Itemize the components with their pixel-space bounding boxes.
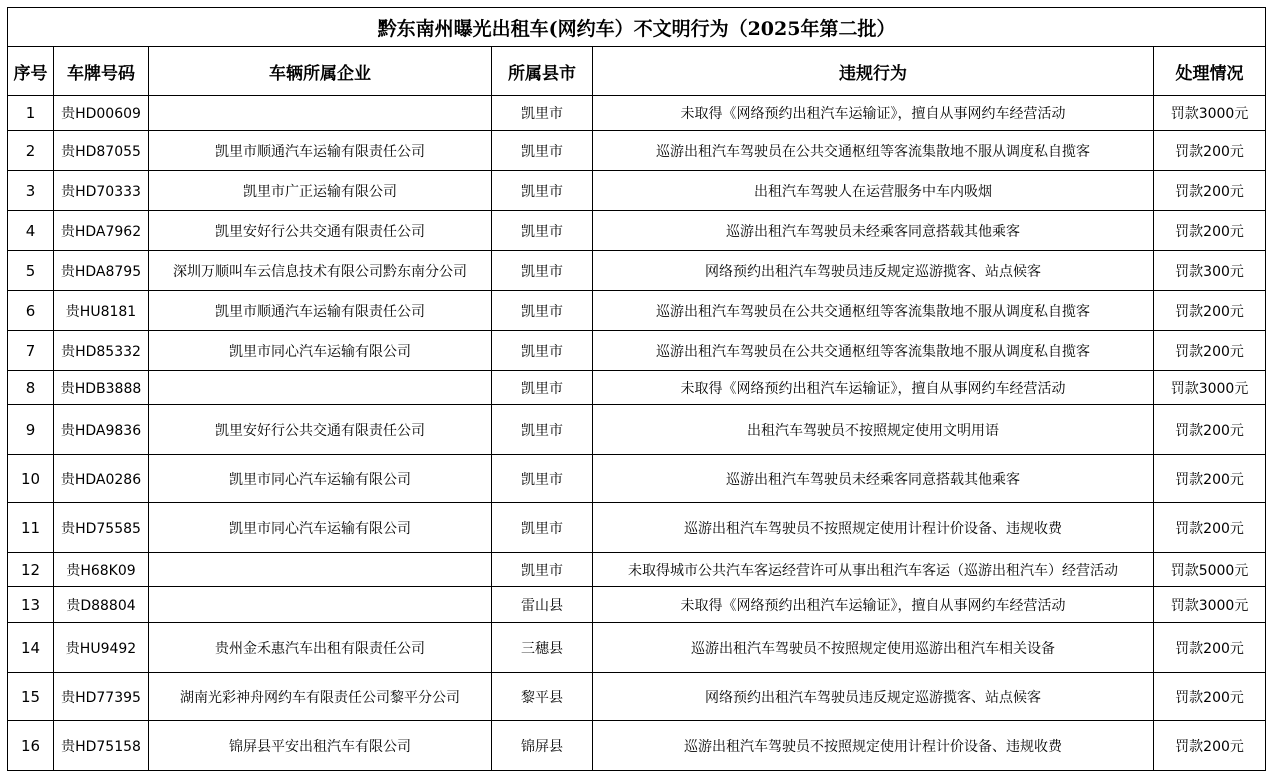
index-cell: 8 <box>8 371 54 405</box>
penalty-cell: 罚款3000元 <box>1154 587 1266 623</box>
violation-cell: 网络预约出租汽车驾驶员违反规定巡游揽客、站点候客 <box>593 673 1154 721</box>
company-cell: 凯里安好行公共交通有限责任公司 <box>149 211 492 251</box>
county-cell: 凯里市 <box>492 96 593 131</box>
county-cell: 凯里市 <box>492 171 593 211</box>
penalty-cell: 罚款300元 <box>1154 251 1266 291</box>
index-cell: 16 <box>8 721 54 771</box>
plate-cell: 贵HDA8795 <box>54 251 149 291</box>
company-cell: 深圳万顺叫车云信息技术有限公司黔东南分公司 <box>149 251 492 291</box>
penalty-cell: 罚款200元 <box>1154 291 1266 331</box>
index-cell: 5 <box>8 251 54 291</box>
county-cell: 凯里市 <box>492 331 593 371</box>
table-row <box>8 291 1266 331</box>
penalty-cell: 罚款200元 <box>1154 623 1266 673</box>
violation-cell: 巡游出租汽车驾驶员不按照规定使用计程计价设备、违规收费 <box>593 503 1154 553</box>
company-cell: 凯里市同心汽车运输有限公司 <box>149 455 492 503</box>
violations-table <box>7 7 1266 771</box>
county-cell: 三穗县 <box>492 623 593 673</box>
column-header-index: 序号 <box>8 47 54 96</box>
penalty-cell: 罚款200元 <box>1154 211 1266 251</box>
violation-cell: 网络预约出租汽车驾驶员违反规定巡游揽客、站点候客 <box>593 251 1154 291</box>
table-row <box>8 371 1266 405</box>
index-cell: 3 <box>8 171 54 211</box>
index-cell: 1 <box>8 96 54 131</box>
penalty-cell: 罚款3000元 <box>1154 96 1266 131</box>
penalty-cell: 罚款200元 <box>1154 721 1266 771</box>
company-cell: 凯里市顺通汽车运输有限责任公司 <box>149 291 492 331</box>
violation-cell: 巡游出租汽车驾驶员在公共交通枢纽等客流集散地不服从调度私自揽客 <box>593 331 1154 371</box>
plate-cell: 贵HD85332 <box>54 331 149 371</box>
column-header-company: 车辆所属企业 <box>149 47 492 96</box>
company-cell: 凯里市顺通汽车运输有限责任公司 <box>149 131 492 171</box>
table-row <box>8 503 1266 553</box>
plate-cell: 贵HDA7962 <box>54 211 149 251</box>
table-row <box>8 331 1266 371</box>
company-cell <box>149 553 492 587</box>
company-cell: 贵州金禾惠汽车出租有限责任公司 <box>149 623 492 673</box>
index-cell: 13 <box>8 587 54 623</box>
company-cell: 凯里市同心汽车运输有限公司 <box>149 503 492 553</box>
index-cell: 6 <box>8 291 54 331</box>
index-cell: 14 <box>8 623 54 673</box>
penalty-cell: 罚款200元 <box>1154 131 1266 171</box>
company-cell <box>149 96 492 131</box>
plate-cell: 贵H68K09 <box>54 553 149 587</box>
table-row <box>8 553 1266 587</box>
violation-cell: 巡游出租汽车驾驶员未经乘客同意搭载其他乘客 <box>593 211 1154 251</box>
penalty-cell: 罚款200元 <box>1154 673 1266 721</box>
plate-cell: 贵HU9492 <box>54 623 149 673</box>
penalty-cell: 罚款3000元 <box>1154 371 1266 405</box>
county-cell: 凯里市 <box>492 131 593 171</box>
header-row <box>8 47 1266 96</box>
county-cell: 雷山县 <box>492 587 593 623</box>
violation-cell: 未取得《网络预约出租汽车运输证》，擅自从事网约车经营活动 <box>593 587 1154 623</box>
table-row <box>8 623 1266 673</box>
plate-cell: 贵HDA0286 <box>54 455 149 503</box>
table-row <box>8 171 1266 211</box>
county-cell: 凯里市 <box>492 553 593 587</box>
violation-cell: 出租汽车驾驶员不按照规定使用文明用语 <box>593 405 1154 455</box>
company-cell: 湖南光彩神舟网约车有限责任公司黎平分公司 <box>149 673 492 721</box>
violation-cell: 巡游出租汽车驾驶员不按照规定使用巡游出租汽车相关设备 <box>593 623 1154 673</box>
plate-cell: 贵HD75158 <box>54 721 149 771</box>
column-header-penalty: 处理情况 <box>1154 47 1266 96</box>
violation-cell: 巡游出租汽车驾驶员不按照规定使用计程计价设备、违规收费 <box>593 721 1154 771</box>
index-cell: 4 <box>8 211 54 251</box>
company-cell: 凯里安好行公共交通有限责任公司 <box>149 405 492 455</box>
county-cell: 凯里市 <box>492 211 593 251</box>
table-row <box>8 96 1266 131</box>
county-cell: 凯里市 <box>492 251 593 291</box>
county-cell: 凯里市 <box>492 291 593 331</box>
table-row <box>8 251 1266 291</box>
column-header-county: 所属县市 <box>492 47 593 96</box>
penalty-cell: 罚款200元 <box>1154 331 1266 371</box>
table-row <box>8 587 1266 623</box>
county-cell: 凯里市 <box>492 405 593 455</box>
company-cell: 凯里市同心汽车运输有限公司 <box>149 331 492 371</box>
index-cell: 9 <box>8 405 54 455</box>
plate-cell: 贵HDB3888 <box>54 371 149 405</box>
penalty-cell: 罚款200元 <box>1154 503 1266 553</box>
violation-cell: 巡游出租汽车驾驶员未经乘客同意搭载其他乘客 <box>593 455 1154 503</box>
plate-cell: 贵HU8181 <box>54 291 149 331</box>
table-row <box>8 211 1266 251</box>
county-cell: 凯里市 <box>492 503 593 553</box>
column-header-plate: 车牌号码 <box>54 47 149 96</box>
violation-cell: 巡游出租汽车驾驶员在公共交通枢纽等客流集散地不服从调度私自揽客 <box>593 131 1154 171</box>
index-cell: 10 <box>8 455 54 503</box>
spreadsheet <box>7 7 1265 771</box>
index-cell: 12 <box>8 553 54 587</box>
plate-cell: 贵D88804 <box>54 587 149 623</box>
plate-cell: 贵HDA9836 <box>54 405 149 455</box>
table-row <box>8 721 1266 771</box>
table-row <box>8 673 1266 721</box>
violation-cell: 未取得城市公共汽车客运经营许可从事出租汽车客运（巡游出租汽车）经营活动 <box>593 553 1154 587</box>
county-cell: 锦屏县 <box>492 721 593 771</box>
index-cell: 11 <box>8 503 54 553</box>
table-row <box>8 405 1266 455</box>
penalty-cell: 罚款5000元 <box>1154 553 1266 587</box>
penalty-cell: 罚款200元 <box>1154 455 1266 503</box>
table-body <box>8 96 1266 771</box>
county-cell: 凯里市 <box>492 455 593 503</box>
index-cell: 2 <box>8 131 54 171</box>
company-cell: 凯里市广正运输有限公司 <box>149 171 492 211</box>
index-cell: 7 <box>8 331 54 371</box>
company-cell <box>149 371 492 405</box>
plate-cell: 贵HD70333 <box>54 171 149 211</box>
violation-cell: 出租汽车驾驶人在运营服务中车内吸烟 <box>593 171 1154 211</box>
index-cell: 15 <box>8 673 54 721</box>
violation-cell: 巡游出租汽车驾驶员在公共交通枢纽等客流集散地不服从调度私自揽客 <box>593 291 1154 331</box>
plate-cell: 贵HD87055 <box>54 131 149 171</box>
violation-cell: 未取得《网络预约出租汽车运输证》，擅自从事网约车经营活动 <box>593 371 1154 405</box>
table-title: 黔东南州曝光出租车(网约车）不文明行为（2025年第二批） <box>8 8 1266 47</box>
penalty-cell: 罚款200元 <box>1154 405 1266 455</box>
table-row <box>8 131 1266 171</box>
plate-cell: 贵HD75585 <box>54 503 149 553</box>
table-row <box>8 455 1266 503</box>
company-cell <box>149 587 492 623</box>
company-cell: 锦屏县平安出租汽车有限公司 <box>149 721 492 771</box>
plate-cell: 贵HD00609 <box>54 96 149 131</box>
column-header-violation: 违规行为 <box>593 47 1154 96</box>
penalty-cell: 罚款200元 <box>1154 171 1266 211</box>
violation-cell: 未取得《网络预约出租汽车运输证》，擅自从事网约车经营活动 <box>593 96 1154 131</box>
county-cell: 黎平县 <box>492 673 593 721</box>
county-cell: 凯里市 <box>492 371 593 405</box>
plate-cell: 贵HD77395 <box>54 673 149 721</box>
